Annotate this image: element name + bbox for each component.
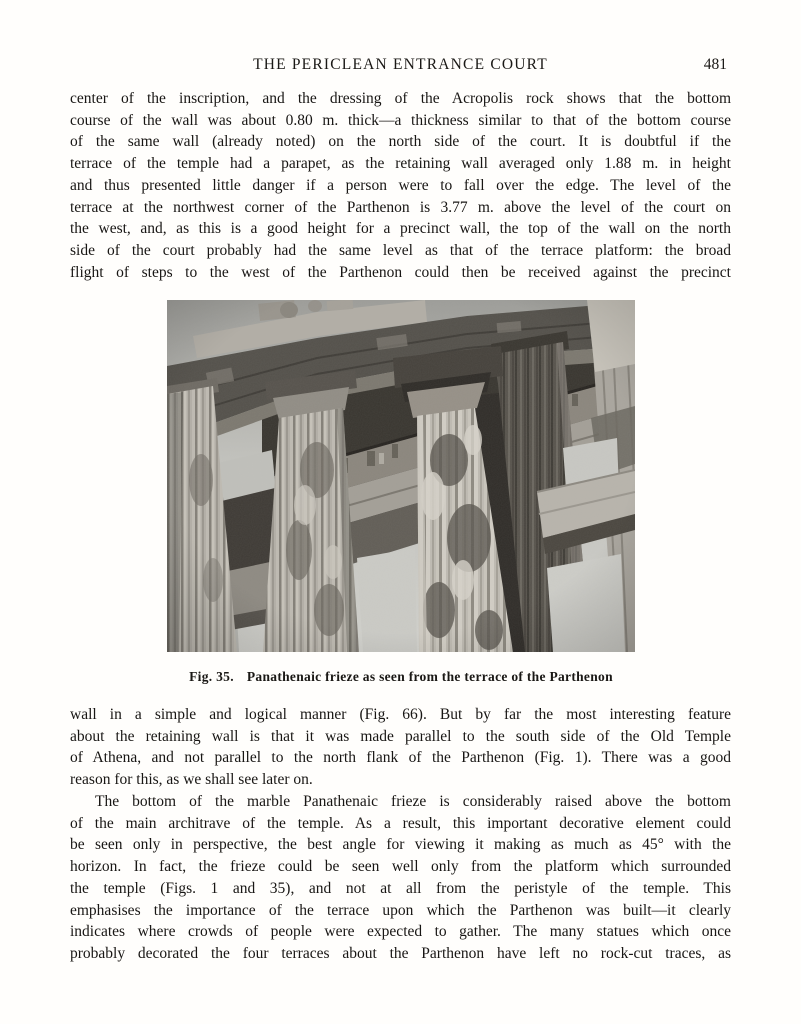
text-line: reason for this, as we shall see later on. [70, 771, 313, 789]
figure-35 [167, 300, 635, 685]
figure-caption-text: Panathenaic frieze as seen from the terrace of the Parthenon [246, 669, 613, 684]
paragraph-top [70, 88, 731, 283]
text-line: of the main architrave of the temple. As a result, this important decorative element could [70, 814, 731, 832]
text-line: side of the court probably had the same level as that of the terrace platform: the broad [70, 241, 731, 259]
paragraph-after-figure [70, 704, 731, 791]
page-number: 481 [703, 56, 727, 73]
parthenon-photo [167, 300, 635, 652]
figure-caption [167, 669, 635, 685]
text-line: indicates where crowds of people were expected to gather. The many statues which once [70, 923, 731, 941]
text-line: horizon. In fact, the frieze could be seen well only from the platform which surrounded [70, 858, 731, 876]
text-line: center of the inscription, and the dressing of the Acropolis rock shows that the bottom [70, 90, 731, 107]
text-line: wall in a simple and logical manner (Fig. 66). But by far the most interesting feature [70, 706, 731, 723]
text-line: about the retaining wall is that it was made parallel to the south side of the Old Temple [70, 727, 731, 745]
text-line: flight of steps to the west of the Parthenon could then be received against the precinct [70, 263, 731, 281]
text-line: terrace of the temple had a parapet, as the retaining wall averaged only 1.88 m. in height [70, 155, 731, 173]
text-line: the west, and, as this is a good height for a precinct wall, the top of the wall on the north [70, 220, 731, 238]
text-line: probably decorated the four terraces about the Parthenon have left no rock-cut traces, as [70, 944, 731, 962]
text-line: the temple (Figs. 1 and 35), and not at all from the peristyle of the temple. This [70, 879, 731, 897]
text-line: be seen only in perspective, the best angle for viewing it making as much as 45° with the [70, 836, 731, 854]
text-line: The bottom of the marble Panathenaic frieze is considerably raised above the bottom [95, 793, 731, 810]
text-line: and thus presented little danger if a person were to fall over the edge. The level of the [70, 176, 731, 194]
text-line: emphasises the importance of the terrace upon which the Parthenon was built—it clearly [70, 901, 731, 919]
paragraph-frieze [70, 791, 731, 965]
text-line: of the same wall (already noted) on the north side of the court. It is doubtful if the [70, 133, 731, 151]
running-head-title: THE PERICLEAN ENTRANCE COURT [253, 56, 548, 73]
text-line: course of the wall was about 0.80 m. thick—a thickness similar to that of the bottom course [70, 111, 731, 129]
figure-label: Fig. 35. [189, 669, 234, 684]
text-line: terrace at the northwest corner of the Parthenon is 3.77 m. above the level of the court on [70, 198, 731, 216]
text-line: of Athena, and not parallel to the north flank of the Parthenon (Fig. 1). There was a good [70, 749, 731, 767]
